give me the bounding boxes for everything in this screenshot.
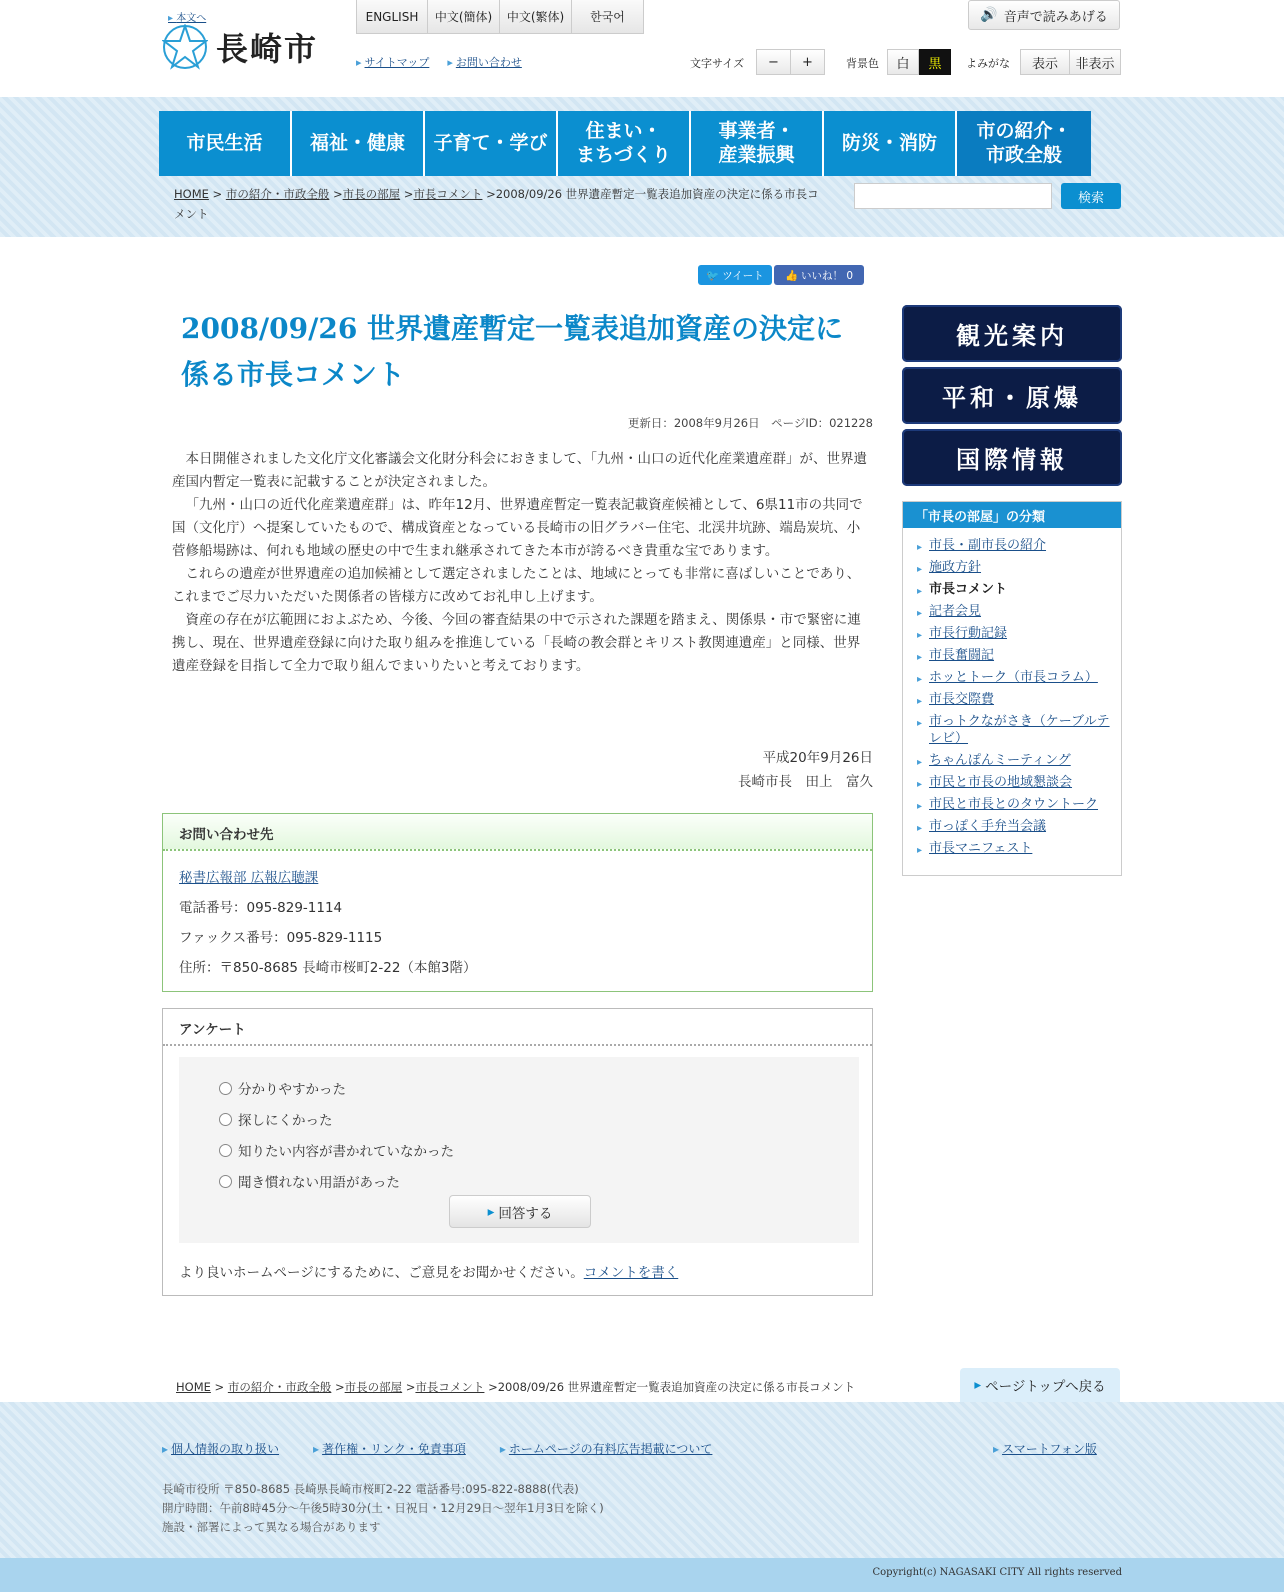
radio-button[interactable]	[219, 1113, 232, 1126]
global-nav	[159, 111, 1091, 176]
header-links	[356, 54, 522, 70]
international-button[interactable]: 国際情報	[902, 429, 1122, 486]
breadcrumb: HOME > 市の紹介・市政全般 >市長の部屋 >市長コメント >2008/09/26 世界遺産暫定一覧表追加資産の決定に係る市長コメント	[174, 187, 819, 221]
footer-links	[162, 1440, 712, 1457]
article-signer: 長崎市長 田上 富久	[738, 774, 873, 790]
lang-english[interactable]: ENGLISH	[356, 0, 428, 34]
nav-city-intro[interactable]: 市の紹介・ 市政全般	[957, 111, 1091, 176]
breadcrumb-home[interactable]: HOME	[174, 187, 209, 201]
read-aloud-label: 音声で読みあげる	[1003, 9, 1108, 25]
survey-heading: アンケート	[163, 1009, 872, 1046]
survey-option-label: 知りたい内容が書かれていなかった	[238, 1144, 454, 1160]
comment-link[interactable]: コメントを書く	[583, 1265, 679, 1281]
contact-link[interactable]: ▸ お問い合わせ	[447, 54, 522, 70]
survey-note	[179, 1261, 678, 1281]
article-paragraph: 本日開催されました文化庁文化審議会文化財分科会におきまして、「九州・山口の近代化産業遺産群」が、世界遺産国内暫定一覧表に記載することが決定されました。	[172, 451, 867, 490]
privacy-link[interactable]: ▸ 個人情報の取り扱い	[162, 1440, 279, 1457]
facebook-like-button[interactable]	[774, 265, 864, 285]
survey-option[interactable]	[219, 1078, 346, 1098]
furigana-hide-button[interactable]: 非表示	[1069, 49, 1121, 75]
tourism-button[interactable]: 観光案内	[902, 305, 1122, 362]
nav-business-industry[interactable]: 事業者・ 産業振興	[691, 111, 824, 176]
furigana-show-button[interactable]: 表示	[1020, 49, 1070, 75]
page-title: 2008/09/26 世界遺産暫定一覧表追加資産の決定に係る市長コメント	[181, 312, 844, 391]
skip-to-content-link[interactable]: ▸ 本文へ	[168, 9, 206, 24]
like-label: いいね！ 0	[801, 269, 854, 282]
category-item[interactable]	[917, 688, 1111, 710]
thumbs-up-icon: 👍	[784, 269, 799, 282]
lang-korean[interactable]: 한국어	[572, 0, 644, 34]
category-item-current	[917, 578, 1111, 600]
font-increase-button[interactable]: +	[790, 49, 825, 75]
search-button[interactable]: 検索	[1061, 183, 1121, 209]
nav-childcare-education[interactable]: 子育て・学び	[425, 111, 558, 176]
category-link[interactable]: ホッとトーク（市長コラム）	[929, 669, 1098, 685]
category-link[interactable]: 施政方針	[929, 559, 982, 575]
article-paragraph: これらの遺産が世界遺産の追加候補として選定されましたことは、地域にとっても非常に喜ばしいことであり、これまでご尽力いただいた関係者の皆様方に改めてお礼申し上げます。	[172, 566, 861, 605]
tweet-label: ツイート	[722, 269, 764, 282]
footer-hours: 開庁時間：午前8時45分～午後5時30分(土・日祝日・12月29日～翌年1月3日を除く)	[162, 1501, 604, 1515]
article-body	[172, 448, 872, 678]
category-link[interactable]: 市っトクながさき（ケーブルテレビ）	[929, 713, 1110, 746]
smartphone-link[interactable]: ▸ スマートフォン版	[993, 1440, 1097, 1457]
category-link[interactable]: 市民と市長とのタウントーク	[929, 796, 1099, 812]
twitter-bird-icon: 🐦	[706, 269, 720, 282]
copyright: Copyright(c) NAGASAKI CITY All rights reserved	[0, 1558, 1284, 1592]
survey-option[interactable]	[219, 1109, 333, 1129]
radio-button[interactable]	[219, 1175, 232, 1188]
breadcrumb-city-intro[interactable]: 市の紹介・市政全般	[227, 1380, 332, 1394]
breadcrumb-mayor-comment[interactable]: 市長コメント	[415, 1380, 485, 1394]
category-link[interactable]: 記者会見	[929, 603, 982, 619]
page-top-button[interactable]: ▸ ページトップへ戻る	[960, 1368, 1120, 1402]
survey-option-label: 聞き慣れない用語があった	[238, 1175, 400, 1191]
breadcrumb-mayor-room[interactable]: 市長の部屋	[342, 187, 401, 201]
site-logo[interactable]	[162, 24, 318, 70]
breadcrumb-current: 2008/09/26 世界遺産暫定一覧表追加資産の決定に係る市長コメント	[497, 1380, 856, 1394]
furigana-label: よみがな	[966, 57, 1010, 70]
category-current-label: 市長コメント	[929, 581, 1008, 597]
category-link[interactable]: 市長奮闘記	[929, 647, 995, 663]
article-date: 平成20年9月26日	[762, 750, 873, 766]
category-item[interactable]	[917, 837, 1111, 859]
tweet-button[interactable]	[698, 265, 772, 285]
category-list	[903, 528, 1121, 859]
star-logo-icon	[162, 24, 208, 70]
category-link[interactable]: 市っぽく手弁当会議	[929, 818, 1047, 834]
contact-address: 住所：〒850-8685 長崎市桜町2-22（本館3階）	[179, 960, 477, 976]
category-link[interactable]: 市長交際費	[929, 691, 995, 707]
font-size-label: 文字サイズ	[690, 57, 745, 70]
read-aloud-button[interactable]	[968, 0, 1120, 30]
category-box	[902, 501, 1122, 876]
category-item[interactable]	[917, 556, 1111, 578]
article-paragraph: 「九州・山口の近代化産業遺産群」は、昨年12月、世界遺産暫定一覧表記載資産候補として、6県11市の共同で国（文化庁）へ提案していたもので、構成資産となっている長崎市の旧グラバー住宅、北渓井坑跡、端島炭坑、小菅修船場跡は、何れも地域の歴史の中で生まれ継承されてきた本市が誇るべき貴重な宝であります。	[172, 497, 863, 559]
survey-submit-button[interactable]: ▸ 回答する	[449, 1195, 591, 1228]
category-item[interactable]	[917, 666, 1111, 688]
survey-box	[162, 1008, 873, 1296]
survey-option-label: 探しにくかった	[238, 1113, 333, 1129]
font-decrease-button[interactable]: −	[756, 49, 791, 75]
contact-dept-link[interactable]: 秘書広報部 広報広聴課	[179, 870, 319, 886]
lang-chinese-traditional[interactable]: 中文(繁体)	[500, 0, 572, 34]
category-item[interactable]	[917, 622, 1111, 644]
survey-option-label: 分かりやすかった	[238, 1082, 346, 1098]
radio-button[interactable]	[219, 1082, 232, 1095]
radio-button[interactable]	[219, 1144, 232, 1157]
category-link[interactable]: 市民と市長の地域懇談会	[929, 774, 1073, 790]
category-item[interactable]	[917, 600, 1111, 622]
bg-white-button[interactable]: 白	[887, 49, 919, 75]
article-signature	[600, 746, 873, 794]
category-item[interactable]	[917, 644, 1111, 666]
survey-options	[179, 1057, 859, 1243]
language-switcher	[356, 0, 644, 34]
speaker-icon: 🔊	[980, 7, 998, 23]
nav-citizen-life[interactable]: 市民生活	[159, 111, 292, 176]
category-link[interactable]: 市長・副市長の紹介	[929, 537, 1047, 553]
contact-phone: 電話番号：095-829-1114	[179, 900, 343, 916]
bg-color-label: 背景色	[846, 57, 879, 70]
footer-address: 長崎市役所 〒850-8685 長崎県長崎市桜町2-22 電話番号:095-822-8888(代表)	[162, 1482, 579, 1496]
lang-chinese-simplified[interactable]: 中文(簡体)	[428, 0, 500, 34]
bg-black-button[interactable]: 黒	[919, 49, 951, 75]
footer-note: 施設・部署によって異なる場合があります	[162, 1520, 381, 1534]
survey-option[interactable]	[219, 1140, 454, 1160]
breadcrumb-home[interactable]: HOME	[176, 1380, 211, 1394]
search-input[interactable]	[854, 183, 1052, 209]
page-meta: 更新日：2008年9月26日 ページID：021228	[627, 416, 873, 430]
breadcrumb-current: 2008/09/26 世界遺産暫定一覧表追加資産の決定に係る市長コメント	[174, 187, 819, 221]
ads-link[interactable]: ▸ ホームページの有料広告掲載について	[500, 1440, 713, 1457]
contact-heading: お問い合わせ先	[163, 814, 872, 851]
survey-note-text: より良いホームページにするために、ご意見をお聞かせください。	[179, 1265, 584, 1281]
breadcrumb-mayor-comment[interactable]: 市長コメント	[413, 187, 483, 201]
breadcrumb-city-intro[interactable]: 市の紹介・市政全般	[225, 187, 330, 201]
peace-atomic-button[interactable]: 平和・原爆	[902, 367, 1122, 424]
logo-text: 長崎市	[216, 30, 319, 68]
nav-welfare-health[interactable]: 福祉・健康	[292, 111, 425, 176]
breadcrumb-mayor-room[interactable]: 市長の部屋	[344, 1380, 403, 1394]
nav-housing-town[interactable]: 住まい・ まちづくり	[558, 111, 691, 176]
category-link[interactable]: ちゃんぽんミーティング	[929, 752, 1071, 768]
category-item[interactable]	[917, 815, 1111, 837]
category-item[interactable]	[917, 710, 1111, 749]
sitemap-link[interactable]: ▸ サイトマップ	[356, 54, 429, 70]
category-item[interactable]	[917, 534, 1111, 556]
footer-breadcrumb: HOME > 市の紹介・市政全般 >市長の部屋 >市長コメント >2008/09/26 世界遺産暫定一覧表追加資産の決定に係る市長コメント	[176, 1380, 856, 1394]
contact-fax: ファックス番号：095-829-1115	[179, 930, 383, 946]
article-paragraph: 資産の存在が広範囲におよぶため、今後、今回の審査結果の中で示された課題を踏まえ、関係県・市で緊密に連携し、現在、世界遺産登録に向けた取り組みを推進している「長崎の教会群とキリスト教関連遺産」と同様、世界遺産登録を目指して全力で取り組んでまいりたいと考えております。	[172, 612, 861, 674]
footer-info	[162, 1480, 604, 1537]
category-item[interactable]	[917, 793, 1111, 815]
contact-box	[162, 813, 873, 992]
nav-disaster-fire[interactable]: 防災・消防	[824, 111, 957, 176]
category-link[interactable]: 市長マニフェスト	[929, 840, 1033, 856]
category-title: 「市長の部屋」の分類	[903, 502, 1121, 528]
category-item[interactable]	[917, 771, 1111, 793]
category-item[interactable]	[917, 749, 1111, 771]
category-link[interactable]: 市長行動記録	[929, 625, 1008, 641]
survey-option[interactable]	[219, 1171, 400, 1191]
copyright-link[interactable]: ▸ 著作権・リンク・免責事項	[313, 1440, 466, 1457]
